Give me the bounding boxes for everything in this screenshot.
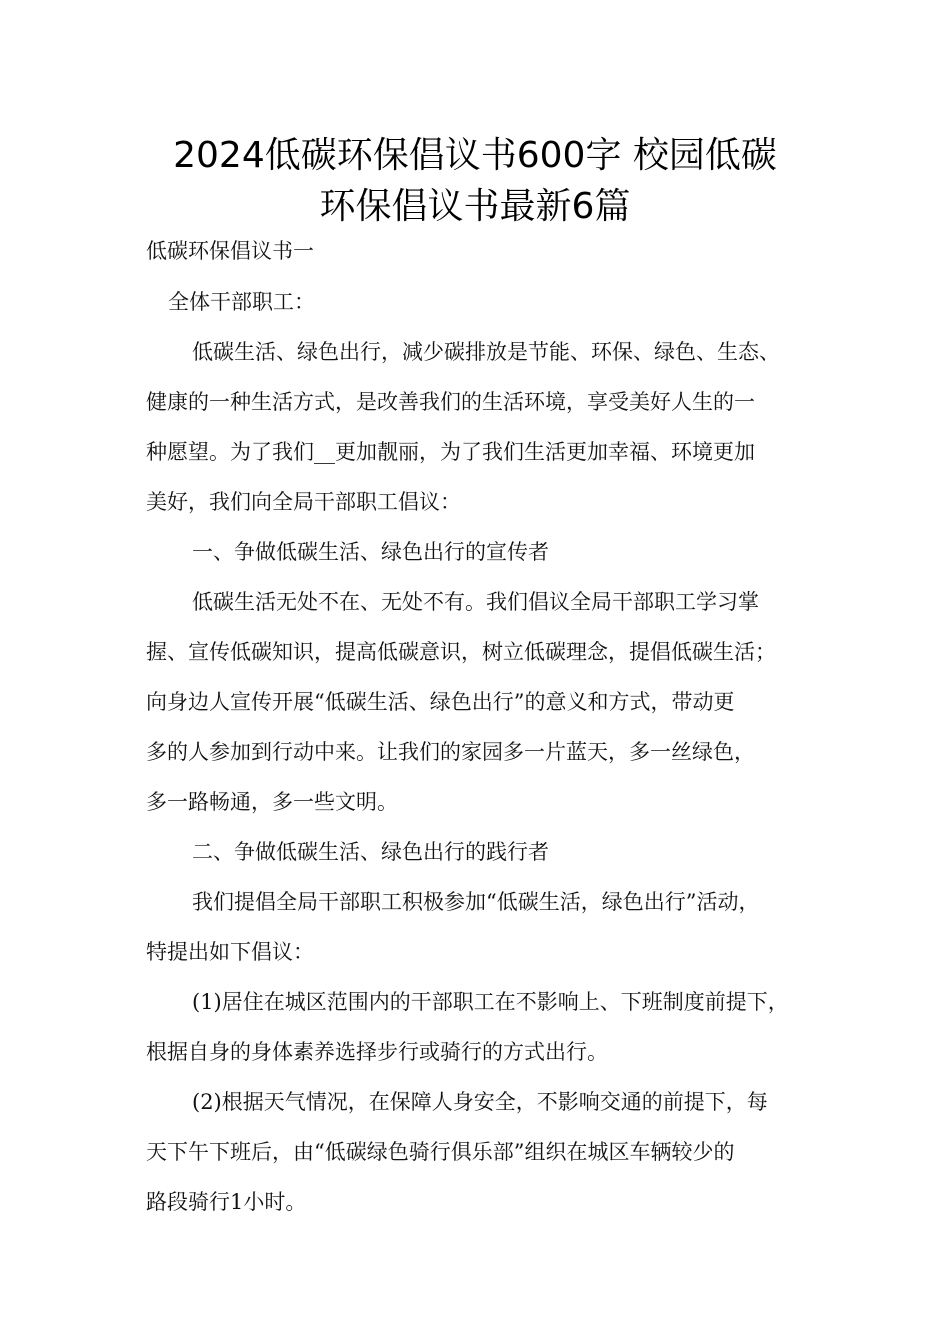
paragraph-line: 低碳生活、绿色出行，减少碳排放是节能、环保、绿色、生态、: [192, 340, 780, 364]
paragraph-line: 路段骑行1小时。: [146, 1190, 307, 1214]
paragraph-line: 我们提倡全局干部职工积极参加“低碳生活，绿色出行”活动，: [192, 890, 760, 914]
subheading: 一、争做低碳生活、绿色出行的宣传者: [192, 540, 549, 564]
document-title-line-1: 2024低碳环保倡议书600字 校园低碳: [173, 135, 777, 176]
paragraph-line: (2)根据天气情况，在保障人身安全，不影响交通的前提下，每: [192, 1090, 768, 1114]
paragraph-line: 低碳生活无处不在、无处不有。我们倡议全局干部职工学习掌: [192, 590, 759, 614]
paragraph-line: 健康的一种生活方式，是改善我们的生活环境，享受美好人生的一: [146, 390, 755, 414]
paragraph-line: 种愿望。为了我们__更加靓丽，为了我们生活更加幸福、环境更加: [146, 440, 755, 464]
salutation: 全体干部职工：: [168, 290, 315, 314]
paragraph-line: (1)居住在城区范围内的干部职工在不影响上、下班制度前提下，: [192, 990, 789, 1014]
subheading: 二、争做低碳生活、绿色出行的践行者: [192, 840, 549, 864]
paragraph-line: 天下午下班后，由“低碳绿色骑行俱乐部”组织在城区车辆较少的: [146, 1140, 735, 1164]
paragraph-line: 多一路畅通，多一些文明。: [146, 790, 398, 814]
paragraph-line: 多的人参加到行动中来。让我们的家园多一片蓝天，多一丝绿色，: [146, 740, 755, 764]
paragraph-line: 握、宣传低碳知识，提高低碳意识，树立低碳理念，提倡低碳生活；: [146, 640, 776, 664]
section-heading: 低碳环保倡议书一: [146, 239, 314, 263]
paragraph-line: 向身边人宣传开展“低碳生活、绿色出行”的意义和方式，带动更: [146, 690, 735, 714]
paragraph-line: 特提出如下倡议：: [146, 940, 314, 964]
document-title-line-2: 环保倡议书最新6篇: [319, 186, 631, 227]
paragraph-line: 根据自身的身体素养选择步行或骑行的方式出行。: [146, 1040, 608, 1064]
paragraph-line: 美好，我们向全局干部职工倡议：: [146, 490, 461, 514]
